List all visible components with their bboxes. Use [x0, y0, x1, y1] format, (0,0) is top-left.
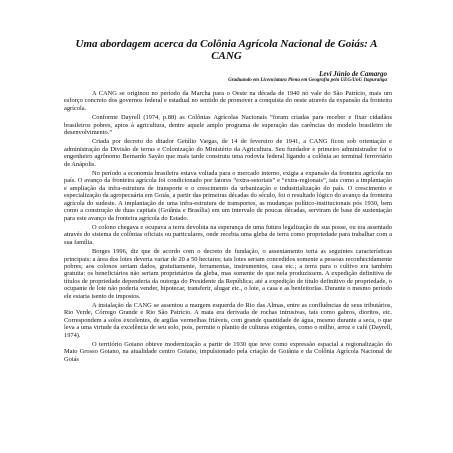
paper-body — [64, 90, 392, 365]
paragraph: No período a economia brasileira estava voltada para o mercado interno, exigia a expansão da fronteira agrícola no país. O avanço da fronteira agrícola foi condicionado por fatores “extra-setoriais” e “extra-regionais”, tais como a implantação e ampliação da infra-estrutura de transporte e o crescimento da urbanização e industrialização do país. O crescimento e especialização da agropecuária em Goiás, a partir das primeiras décadas do século, foi o resultado lógico do avanço da fronteira agrícola do sudeste. A implantação de uma infra-estrutura de transportes, as mudanças político-institucionais pós 1930, bem como a construção de duas capitais (Goiânia e Brasília) em um intervalo de poucas décadas, serviram de base de sustentação para este avanço da fronteira agrícola do Estado. — [64, 170, 392, 222]
author-affiliation: Graduando em Licenciatura Plena em Geografia pela UEG/UnU Itapuranga — [228, 78, 387, 83]
paragraph: A instalação da CANG se assentou a margem esquerda do Rio das Almas, entre as confluências de seus tributários, Rio Verde, Córrego Grande e Rio São Patrício. A mata era derivada de rochas intrusivas, tais como gabros, dioritos, etc. Correspondem a solos excelentes, de argilas vermelhas friáveis, com grande quantidade de água, mesmo durante a seca, o que leva a uma virtude da excelência de seu solo, pois, permite o plantio de culturas exigentes, como o milho, arroz e café (Dayrell, 1974). — [64, 301, 392, 339]
paragraph: Criada por decreto do ditador Getúlio Vargas, de 14 de fevereiro de 1941, a CANG ficou sob orientação e administração da Divisão de terras e Colonização do Ministério da Agricultura. Seu fundador e primeiro administrador foi o engenheiro agrônomo Bernardo Sayão que mais tarde construiu uma rodovia federal ligando a colônia ao terminal ferroviário de Anápolis. — [64, 138, 392, 168]
paper-title: Uma abordagem acerca da Colônia Agrícola Nacional de Goiás: A CANG — [75, 38, 378, 62]
author-name: Levi Júnio de Camargo — [319, 70, 387, 78]
paragraph: Conforme Dayrell (1974, p.88) as Colônias Agrícolas Nacionais “foram criadas para receber e fixar cidadãos brasileiros pobres, aptos à agricultura, dentre aquele amplo programa de superação das carências do modelo brasileiro de desenvolvimento.” — [64, 114, 392, 137]
paragraph: O colono chegava e ocupava a terra devoluta na esperança de uma futura legalização de sua posse, ou era assentado através do sistema de colônias oficiais ou particulares, onde recebia uma gleba de terra como propriedade para trabalhar com a sua família. — [64, 223, 392, 246]
paragraph: A CANG se originou no período da Marcha para o Oeste na década de 1940 no vale do São Patrício, mais um esforço concreto dos governos federal e estadual no sentido de promover a conquista do oeste através da expansão da fronteira agrícola. — [64, 90, 392, 112]
paragraph: O território Goiano obteve modernização a partir de 1930 que teve como expressão espacial a regionalização do Mato Grosso Goiano, na atualidade centro Goiano, impulsionado pela criação de Goiânia e da Colônia Agrícola Nacional de Goiás — [64, 341, 392, 363]
paragraph: Borges 1996, diz que de acordo com o decreto de fundação, o assentamento teria as seguintes características principais: a área dos lotes deveria variar de 20 a 50 hectares; tais lotes seriam concedidos somente a pessoas reconhecidamente pobres; aos colonos seriam dados, gratuitamente, ferramentas, instrumentos, casa etc.; a terra para o cultivo era também gratuita: os beneficiários não seriam proprietários da gleba, mas somente do que nela produzissem. A expedição definitiva de títulos de propriedade dependeria da outorga do Presidente da República; até a expedição de título definitivo de propriedade, o ocupante de lote não poderia vender, hipotecar, transferir, alugar etc., o lote, a casa e as benfeitorias. Durante o mesmo período ele estaria isento de impostos. — [64, 248, 392, 300]
